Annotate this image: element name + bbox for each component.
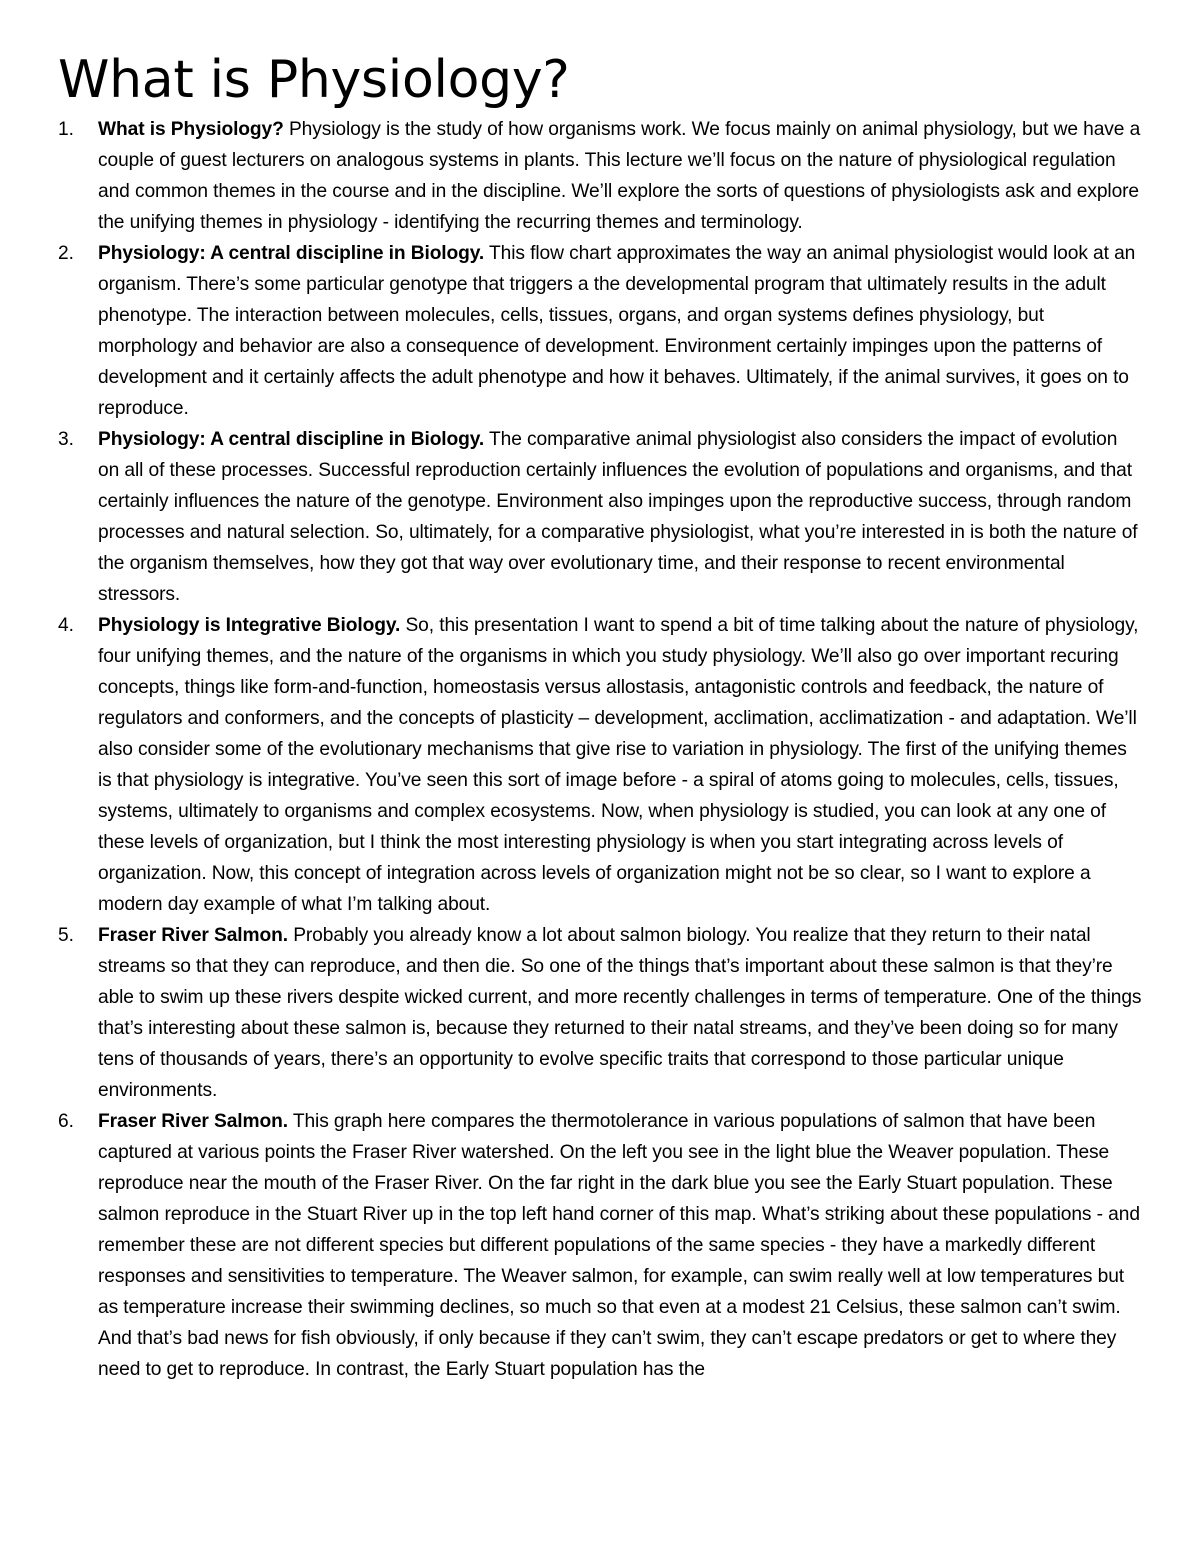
item-text: This graph here compares the thermotolerance in various populations of salmon that have been captured at various points the Fraser River watershed. On the left you see in the light blue the Weaver population. These reproduce near the mouth of the Fraser River. On the far right in the dark blue you see the Early Stuart population. These salmon reproduce in the Stuart River up in the top left hand corner of this map. What’s striking about these populations - and remember these are not different species but different populations of the same species - they have a markedly different responses and sensitivities to temperature. The Weaver salmon, for example, can swim really well at low temperatures but as temperature increase their swimming declines, so much so that even at a modest 21 Celsius, these salmon can’t swim. And that’s bad news for fish obviously, if only because if they can’t swim, they can’t escape predators or get to where they need to get to reproduce. In contrast, the Early Stuart population has the [98,1111,1140,1381]
item-heading: Fraser River Salmon. [98,925,288,947]
item-text: Probably you already know a lot about salmon biology. You realize that they return to their natal streams so that they can reproduce, and then die. So one of the things that’s important about these salmon is that they’re able to swim up these rivers despite wicked current, and more recently challenges in terms of temperature. One of the things that’s interesting about these salmon is, because they returned to their natal streams, and they’ve been doing so for many tens of thousands of years, there’s an opportunity to evolve specific traits that correspond to those particular unique environments. [98,925,1142,1102]
list-item [58,920,1142,1106]
item-heading: Physiology: A central discipline in Biology. [98,429,485,451]
list-number: 5. [58,925,74,947]
list-item [58,114,1142,238]
list-number: 4. [58,615,74,637]
list-item [58,424,1142,610]
item-heading: Fraser River Salmon. [98,1111,288,1133]
item-heading: Physiology is Integrative Biology. [98,615,401,637]
list-number: 3. [58,429,74,451]
item-text: Physiology is the study of how organisms work. We focus mainly on animal physiology, but we have a couple of guest lecturers on analogous systems in plants. This lecture we’ll focus on the nature of physiological regulation and common themes in the course and in the discipline. We’ll explore the sorts of questions of physiologists ask and explore the unifying themes in physiology - identifying the recurring themes and terminology. [98,119,1141,234]
list-number: 1. [58,119,74,141]
list-item [58,610,1142,920]
numbered-list [58,114,1142,1385]
item-text: This flow chart approximates the way an animal physiologist would look at an organism. There’s some particular genotype that triggers a the developmental program that ultimately results in the adult phenotype. The interaction between molecules, cells, tissues, organs, and organ systems defines physiology, but morphology and behavior are also a consequence of development. Environment certainly impinges upon the patterns of development and it certainly affects the adult phenotype and how it behaves. Ultimately, if the animal survives, it goes on to reproduce. [98,243,1136,420]
item-text: The comparative animal physiologist also considers the impact of evolution on all of these processes. Successful reproduction certainly influences the evolution of populations and organisms, and that certainly influences the nature of the genotype. Environment also impinges upon the reproductive success, through random processes and natural selection. So, ultimately, for a comparative physiologist, what you’re interested in is both the nature of the organism themselves, how they got that way over evolutionary time, and their response to recent environmental stressors. [98,429,1138,606]
list-number: 6. [58,1111,74,1133]
page-title: What is Physiology? [58,50,570,110]
item-text: So, this presentation I want to spend a bit of time talking about the nature of physiology, four unifying themes, and the nature of the organisms in which you study physiology. We’ll also go over important recuring concepts, things like form-and-function, homeostasis versus allostasis, antagonistic controls and feedback, the nature of regulators and conformers, and the concepts of plasticity – development, acclimation, acclimatization - and adaptation. We’ll also consider some of the evolutionary mechanisms that give rise to variation in physiology. The first of the unifying themes is that physiology is integrative. You’ve seen this sort of image before - a spiral of atoms going to molecules, cells, tissues, systems, ultimately to organisms and complex ecosystems. Now, when physiology is studied, you can look at any one of these levels of organization, but I think the most interesting physiology is when you start integrating across levels of organization. Now, this concept of integration across levels of organization might not be so clear, so I want to explore a modern day example of what I’m talking about. [98,615,1139,916]
list-item [58,238,1142,424]
list-number: 2. [58,243,74,265]
list-item [58,1106,1142,1385]
item-heading: What is Physiology? [98,119,284,141]
item-heading: Physiology: A central discipline in Biology. [98,243,485,265]
